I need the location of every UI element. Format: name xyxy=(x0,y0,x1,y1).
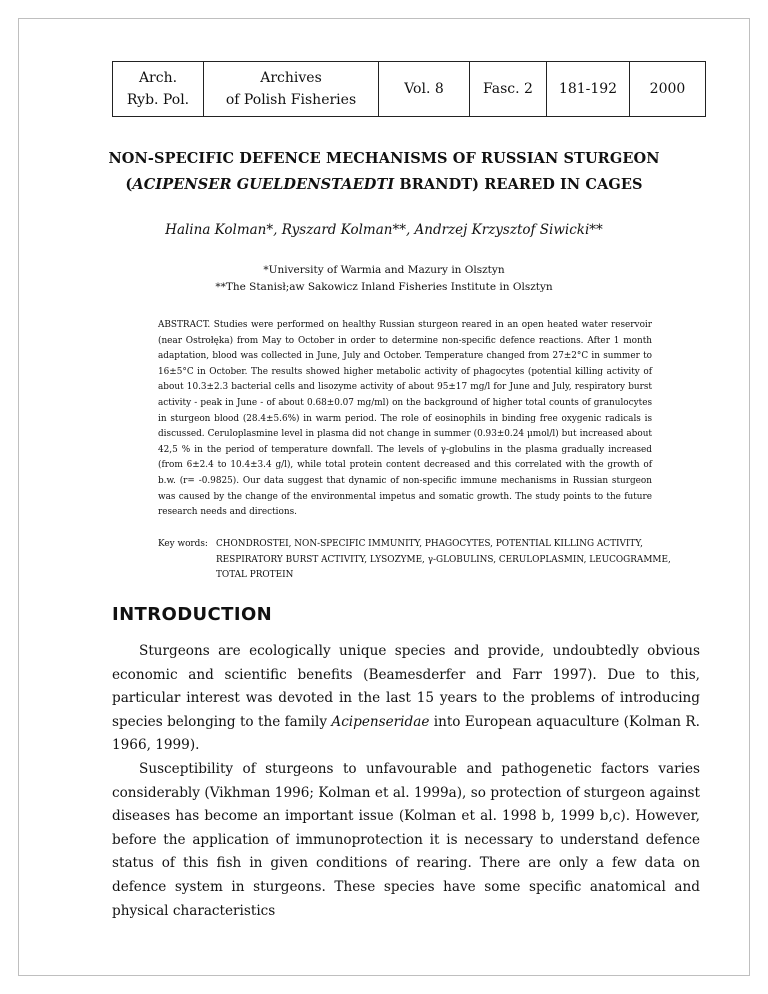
keywords xyxy=(158,537,678,584)
affiliation-2: **The Stanisł;aw Sakowicz Inland Fisheries Institute in Olsztyn xyxy=(215,281,553,293)
journal-abbrev-cell xyxy=(113,62,204,117)
introduction-body xyxy=(112,640,700,923)
volume-cell: Vol. 8 xyxy=(379,62,470,117)
journal-abbrev-line2: Ryb. Pol. xyxy=(126,92,190,108)
journal-name-line2: of Polish Fisheries xyxy=(225,92,357,108)
p1-text-a: Sturgeons are ecologically unique species and provide, undoubtedly obvious economic and scientific benefits (Beamesderfer and Farr 1997). Due to this, particular interest was devoted in the last 15 years to the problems of introducing species belonging to the family xyxy=(112,643,700,730)
title-line2 xyxy=(60,172,708,198)
section-heading-introduction: INTRODUCTION xyxy=(112,604,273,625)
title-line1: NON-SPECIFIC DEFENCE MECHANISMS OF RUSSIAN STURGEON xyxy=(108,150,660,167)
fascicle-cell: Fasc. 2 xyxy=(470,62,547,117)
title-species: ACIPENSER GUELDENSTAEDTI xyxy=(132,176,395,193)
title-open-paren: ( xyxy=(125,176,133,193)
journal-header-table xyxy=(112,61,706,117)
keywords-label: Key words: xyxy=(158,539,208,549)
journal-name-cell xyxy=(204,62,379,117)
abstract: ABSTRACT. Studies were performed on healthy Russian sturgeon reared in an open heated water reservoir (near Ostrołęka) from May to October in order to determine non-specific defence reactions. After 1 month adaptation, blood was collected in June, July and October. Temperature changed from 27±2°C in summer to 16±5°C in October. The results showed higher metabolic activity of phagocytes (potential killing activity of about 10.3±2.3 bacterial cells and lisozyme activity of about 95±17 mg/l for June and July, respiratory burst activity - peak in June - of about 0.68±0.07 mg/ml) on the background of higher total counts of granulocytes in sturgeon blood (28.4±5.6%) in warm period. The role of eosinophils in binding free oxygenic radicals is discussed. Ceruloplasmine level in plasma did not change in summer (0.93±0.24 μmol/l) but increased about 42,5 % in the period of temperature downfall. The levels of γ-globulins in the plasma gradually increased (from 6±2.4 to 10.4±3.4 g/l), while total protein content decreased and this correlated with the growth of b.w. (r= -0.9825). Our data suggest that dynamic of non-specific immune mechanisms in Russian sturgeon was caused by the change of the environmental impetus and somatic growth. The study points to the future research needs and directions. xyxy=(158,320,652,518)
authors: Halina Kolman*, Ryszard Kolman**, Andrzej Krzysztof Siwicki** xyxy=(165,222,603,238)
journal-abbrev-line1: Arch. xyxy=(138,70,178,86)
year-cell: 2000 xyxy=(630,62,706,117)
paper-title xyxy=(60,146,708,198)
pages-cell: 181-192 xyxy=(547,62,630,117)
introduction-paragraph-2: Susceptibility of sturgeons to unfavourable and pathogenetic factors varies considerably (Vikhman 1996; Kolman et al. 1999a), so protection of sturgeon against diseases has become an important issue (Kolman et al. 1998 b, 1999 b,c). However, before the application of immunoprotection it is necessary to understand defence status of this fish in given conditions of rearing. There are only a few data on defence system in sturgeons. These species have some specific anatomical and physical characteristics xyxy=(112,760,700,919)
p1-family-name: Acipenseridae xyxy=(331,713,430,730)
title-line2-rest: BRANDT) REARED IN CAGES xyxy=(394,176,643,193)
keywords-text: CHONDROSTEI, NON-SPECIFIC IMMUNITY, PHAGOCYTES, POTENTIAL KILLING ACTIVITY, RESPIRATORY BURST ACTIVITY, LYSOZYME, γ-GLOBULINS, CERULOPLASMIN, LEUCOGRAMME, TOTAL PROTEIN xyxy=(216,539,671,581)
journal-name-line1: Archives xyxy=(260,70,322,86)
p1-text-b: into European aquaculture (Kolman R. 1966, 1999). xyxy=(112,713,700,754)
affiliation-1: *University of Warmia and Mazury in Olsztyn xyxy=(263,264,505,276)
introduction-paragraph-1 xyxy=(112,640,700,758)
